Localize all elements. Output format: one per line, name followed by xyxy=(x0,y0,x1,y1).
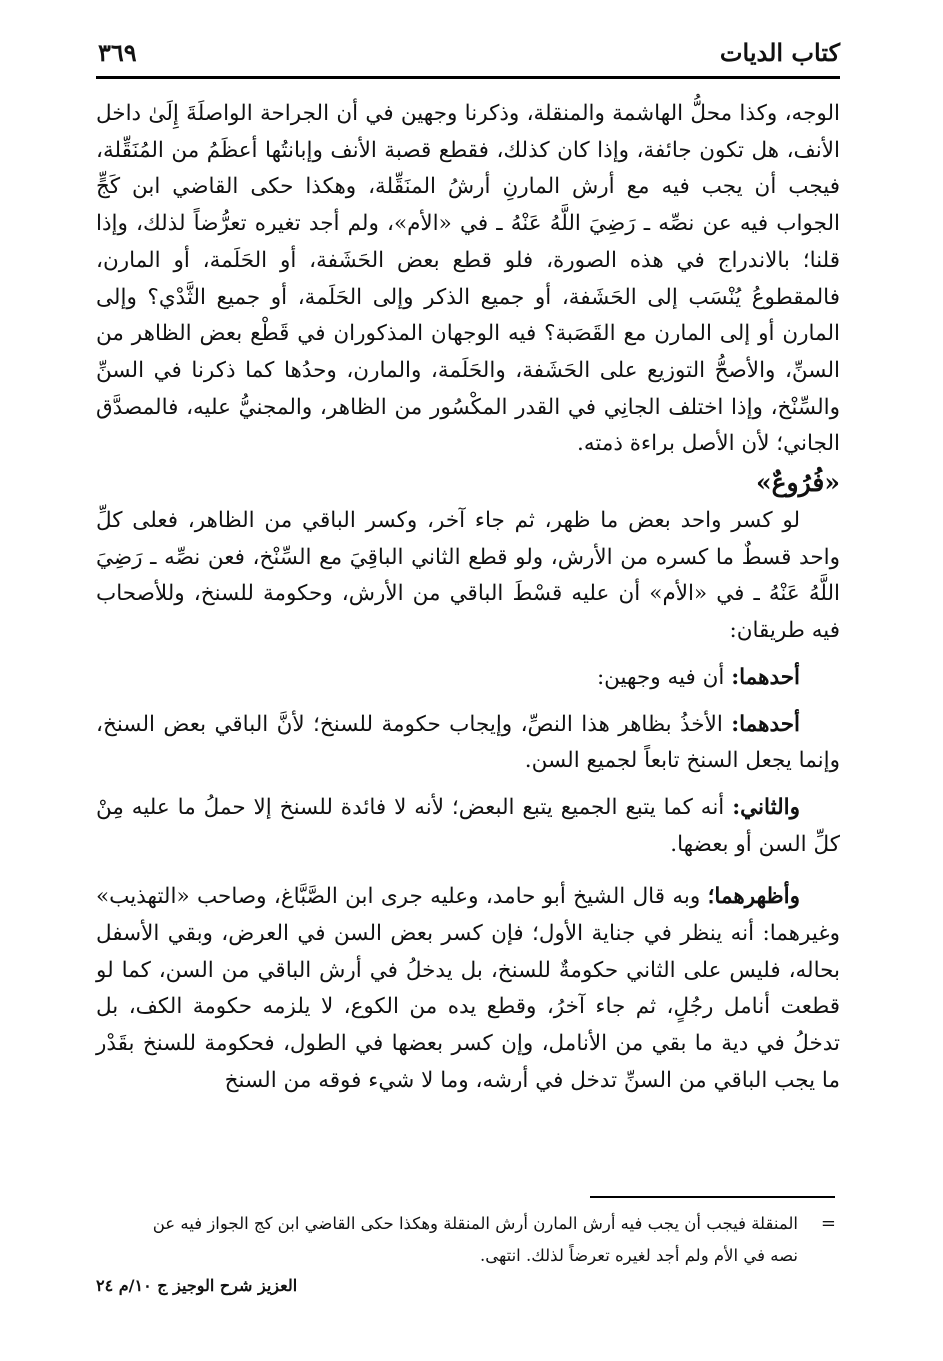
paragraph-continued: الوجه، وكذا محلُّ الهاشمة والمنقلة، وذكرنا وجهين في أن الجراحة الواصلَةَ إِلَىٰ داخل الأنف، هل تكون جائفة، وإذا كان كذلك، فقطع قصبة الأنف وإبانتُها أعظَمُ من المُنَقِّلة، فيجب أن يجب فيه مع أرش المارنِ أرشُ المنَقِّلة، وهكذا حكى القاضي ابن كَجٍّ الجواب فيه عن نصِّه ـ رَضِيَ اللَّهُ عَنْهُ ـ في «الأم»، ولم أجد تغيره تعرُّضاً لذلك، وإذا قلنا؛ بالاندراج في هذه الصورة، فلو قطع بعض الحَشَفة، أو الحَلَمة، أو المارن، فالمقطوعُ يُنْسَب إلى الحَشَفة، أو جميع الذكر وإلى الحَلَمة، أو جميع الثَّدْي؟ وإلى المارن أو إلى المارن مع القَصَبة؟ فيه الوجهان المذكوران في قَطْع بعض الظاهر من السنِّ، والأصحُّ التوزيع على الحَشَفة، والحَلَمة، والمارن، وحدُها كما ذكرنا في السنِّ والسِّنْخ، وإذا اختلف الجانِي في القدر المكْسُور من الظاهر، والمجنيُّ عليه، فالمصدَّق الجاني؛ لأن الأصل براءة ذمته. xyxy=(96,101,840,457)
footnote-separator xyxy=(590,1196,835,1198)
footnote-line xyxy=(96,1240,840,1272)
print-signature: العزيز شرح الوجيز ج ١٠/م ٢٤ xyxy=(96,1276,298,1295)
paragraph-preferred-view xyxy=(96,879,840,1099)
term-label: وأظهرهما؛ xyxy=(707,884,800,910)
paragraph-second-view xyxy=(96,790,840,863)
paragraph-first-view xyxy=(96,707,840,780)
page-number: ٣٦٩ xyxy=(98,38,137,67)
term-label: أحدهما: xyxy=(731,711,800,737)
footnote-text: المنقلة فيجب أن يجب فيه أرش المارن أرش المنقلة وهكذا حكى القاضي ابن كج الجواز فيه عن xyxy=(152,1214,798,1233)
footnotes xyxy=(96,1208,840,1272)
paragraph-first-method xyxy=(96,660,840,697)
running-title: كتاب الديات xyxy=(719,38,840,67)
term-label: والثاني: xyxy=(732,794,800,820)
footnote-line xyxy=(96,1208,840,1240)
footnote-text: نصه في الأم ولم أجد لغيره تعرضاً لذلك. انتهى. xyxy=(479,1246,798,1265)
paragraph-text: الأخذُ بظاهر هذا النصِّ، وإيجاب حكومة للسنخ؛ لأنَّ الباقي بعض السنخ، وإنما يجعل السنخ تابعاً لجميع السن. xyxy=(96,711,840,774)
main-text xyxy=(96,96,840,1100)
paragraph-branches: لو كسر واحد بعض ما ظهر، ثم جاء آخر، وكسر الباقي من الظاهر، فعلى كلِّ واحد قسطٌ ما كسره من الأرش، ولو قطع الثاني الباقِيَ مع السِّنْخ، فعن نصِّه ـ رَضِيَ اللَّهُ عَنْهُ ـ في «الأم» أن عليه قسْطَ الباقي من الأرش، وحكومة للسنخ، وللأصحاب فيه طريقان: xyxy=(96,508,840,644)
paragraph-text: أن فيه وجهين: xyxy=(596,664,732,690)
page-header xyxy=(96,30,840,79)
paragraph-text: وبه قال الشيخ أبو حامد، وعليه جرى ابن الصَّبَّاغ، وصاحب «التهذيب» وغيرهما: أنه ينظر في جناية الأول؛ فإن كسر بعض السن في العرض، وبقي الأسفل بحاله، فليس على الثاني حكومةٌ للسنخ، بل يدخلُ في أرش الباقي من السن، كما لو قطعت أنامل رجُلٍ، ثم جاء آخرُ، وقطع يده من الكوع، لا يلزمه حكومة الكف، بل تدخلُ في دية ما بقي من الأنامل، وإن كسر بعضها في الطول، فحكومة للسنخ بقَدْر ما يجب الباقي من السنِّ تدخل في أرشه، وما لا شيء فوقه من السنخ xyxy=(96,884,840,1093)
footnote-continuation-mark: = xyxy=(820,1213,836,1234)
paragraph-text: أنه كما يتبع الجميع يتبع البعض؛ لأنه لا فائدة للسنخ إلا حملُ ما عليه مِنْ كلِّ السن أو بعضها. xyxy=(96,794,840,857)
term-label: أحدهما: xyxy=(731,664,800,690)
section-heading: «فُرُوعٌ» xyxy=(756,468,840,498)
